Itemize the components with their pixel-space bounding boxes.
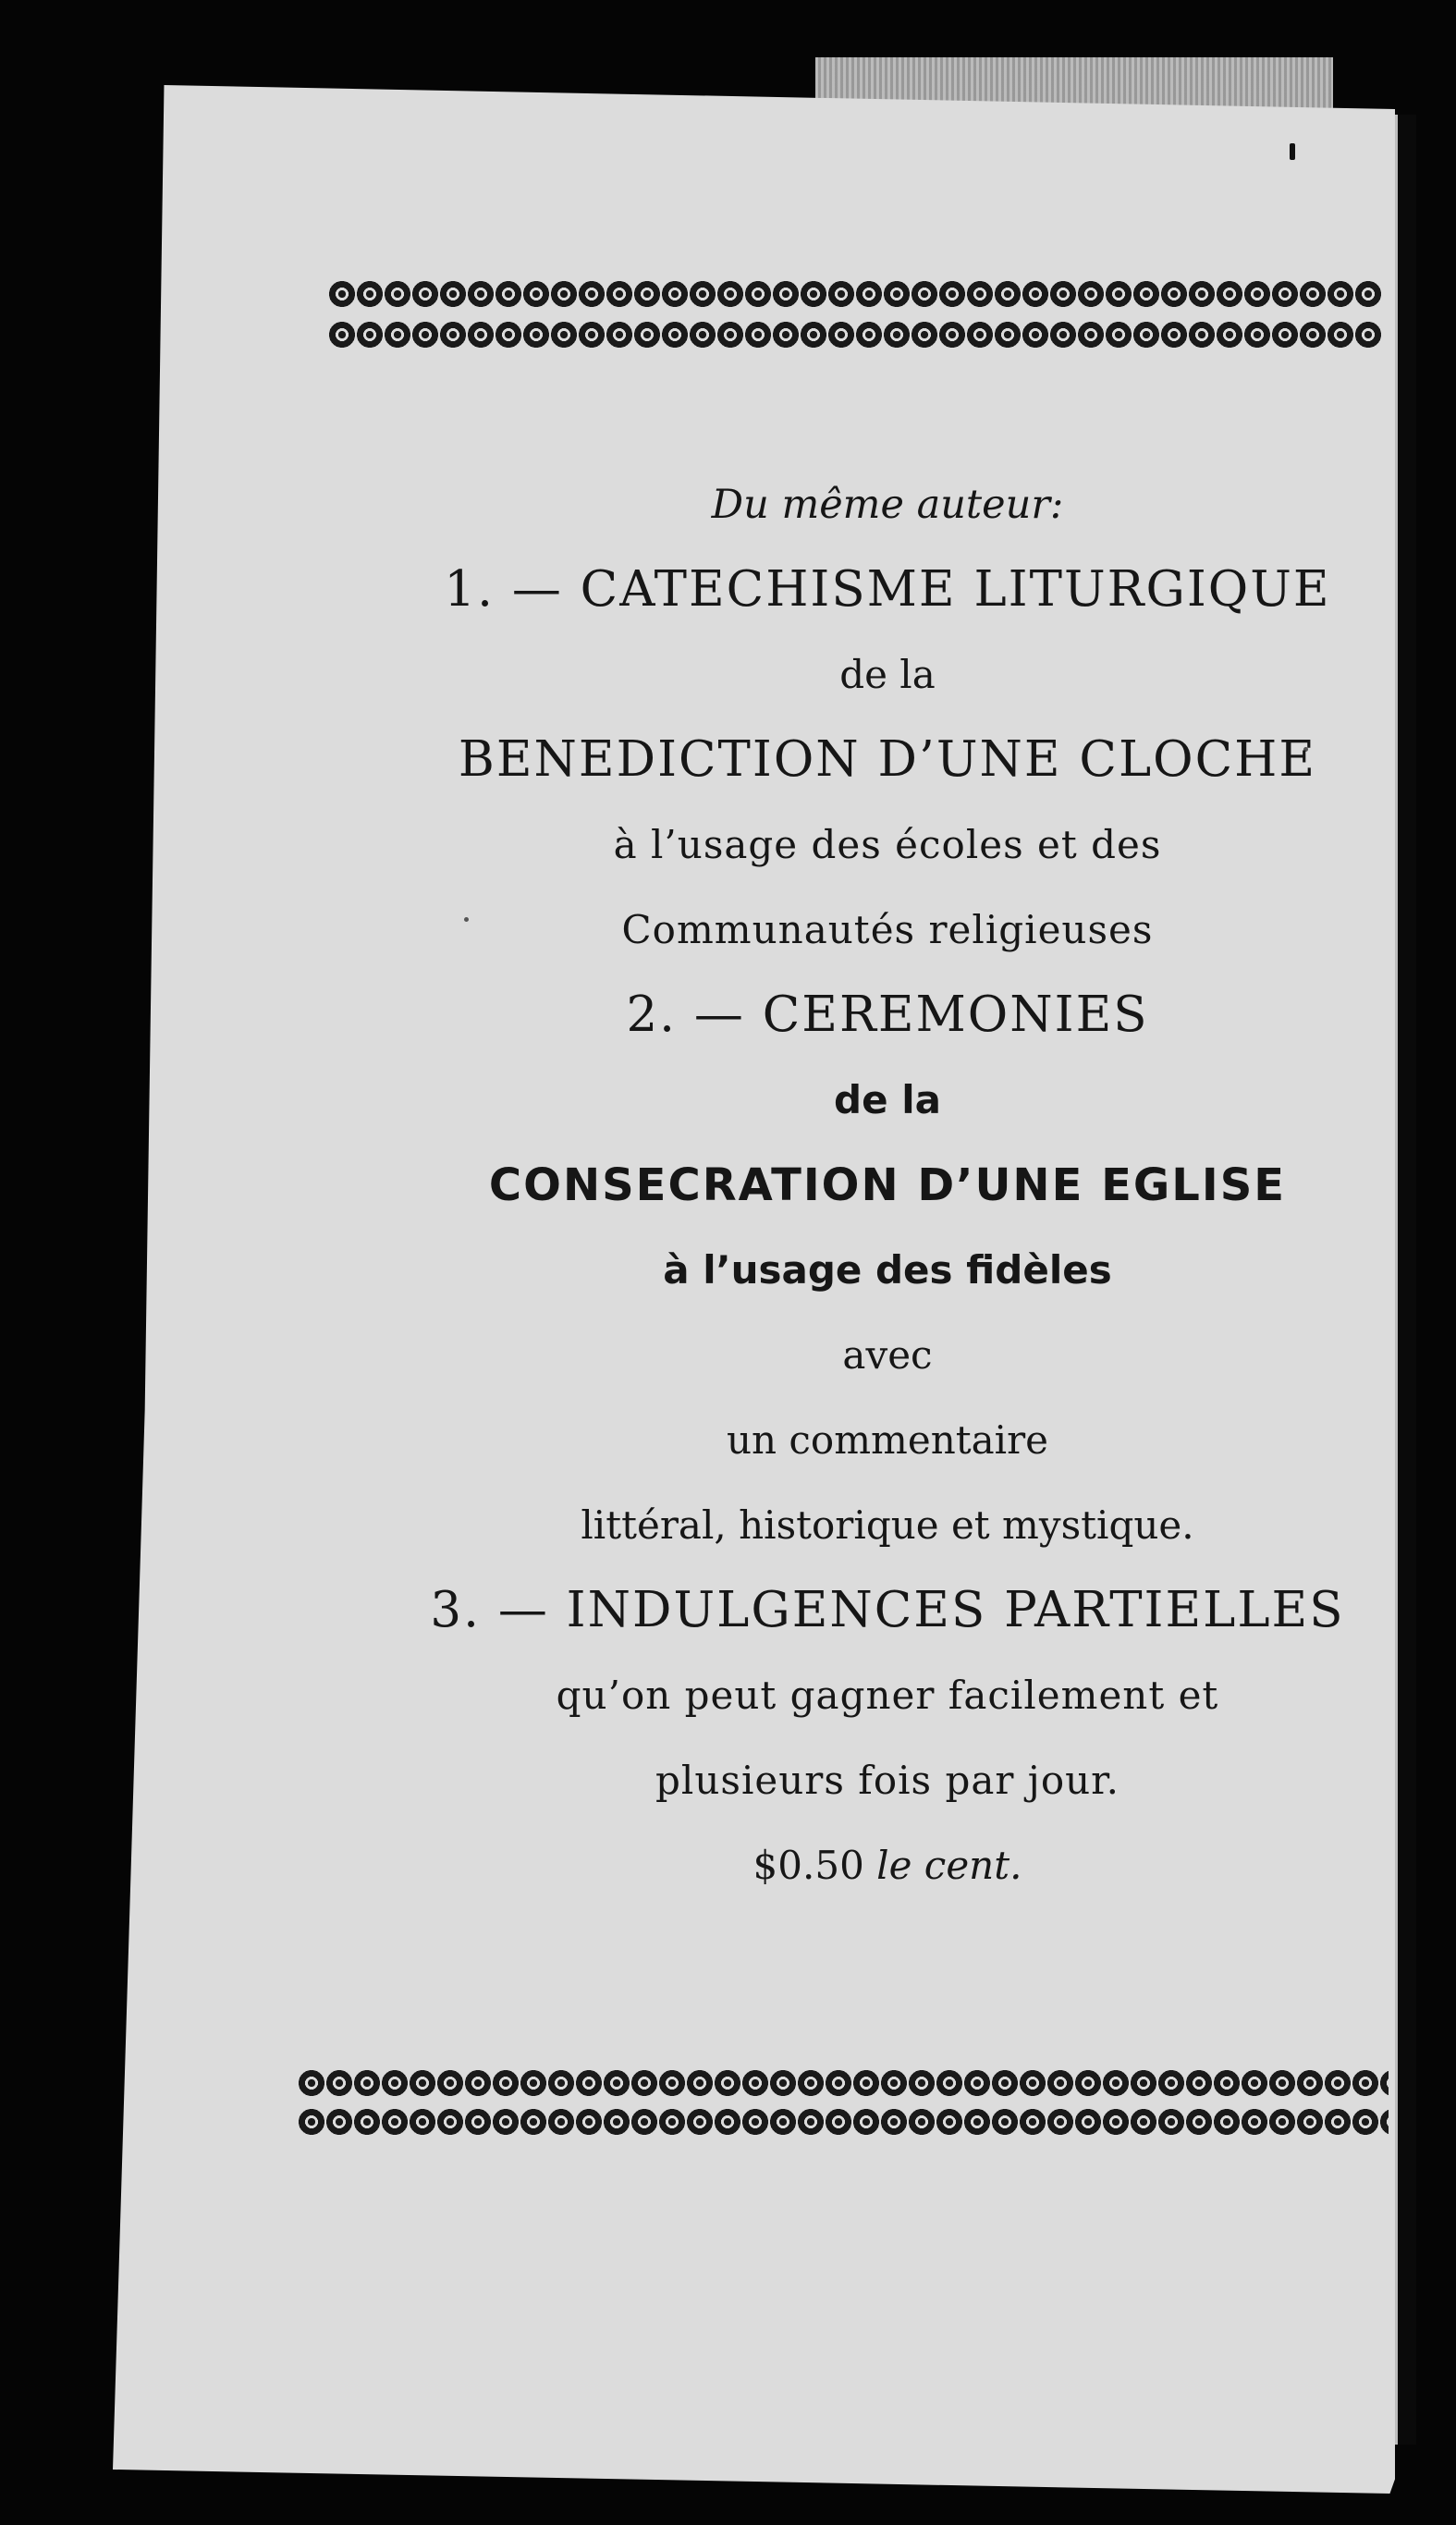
item-1-line: Communautés religieuses	[621, 907, 1154, 952]
price-amount: $0.50	[752, 1843, 864, 1888]
page-mark	[1290, 143, 1295, 160]
top-ornament-row-1	[328, 277, 1382, 311]
item-2-line: de la	[834, 1077, 941, 1122]
paper-right-edge	[1395, 115, 1416, 2445]
item-2-line: littéral, historique et mystique.	[581, 1502, 1194, 1548]
top-ornament-row-2	[328, 318, 1382, 351]
price-line	[398, 1823, 1377, 1908]
heading: Du même auteur:	[711, 482, 1064, 528]
item-2-title: 2. — CEREMONIES	[626, 987, 1149, 1043]
item-1-line: BENEDICTION D’UNE CLOCHE	[458, 731, 1317, 788]
bottom-ornament-row-2	[298, 2105, 1389, 2139]
item-1-title: 1. — CATECHISME LITURGIQUE	[444, 561, 1331, 618]
item-1-line: à l’usage des écoles et des	[613, 822, 1162, 867]
item-3-title: 3. — INDULGENCES PARTIELLES	[430, 1582, 1345, 1638]
item-2-line: avec	[842, 1332, 933, 1378]
bottom-ornament-row-1	[298, 2066, 1389, 2100]
item-1-line: de la	[839, 652, 936, 697]
item-3-line: qu’on peut gagner facilement et	[556, 1673, 1219, 1718]
item-2-line: un commentaire	[726, 1417, 1049, 1463]
item-2-line: à l’usage des fidèles	[663, 1247, 1112, 1293]
price-unit: le cent.	[876, 1843, 1022, 1888]
item-3-line: plusieurs fois par jour.	[655, 1758, 1120, 1803]
item-2-line: CONSECRATION D’UNE EGLISE	[488, 1159, 1287, 1211]
book-advertisement	[398, 462, 1377, 1908]
